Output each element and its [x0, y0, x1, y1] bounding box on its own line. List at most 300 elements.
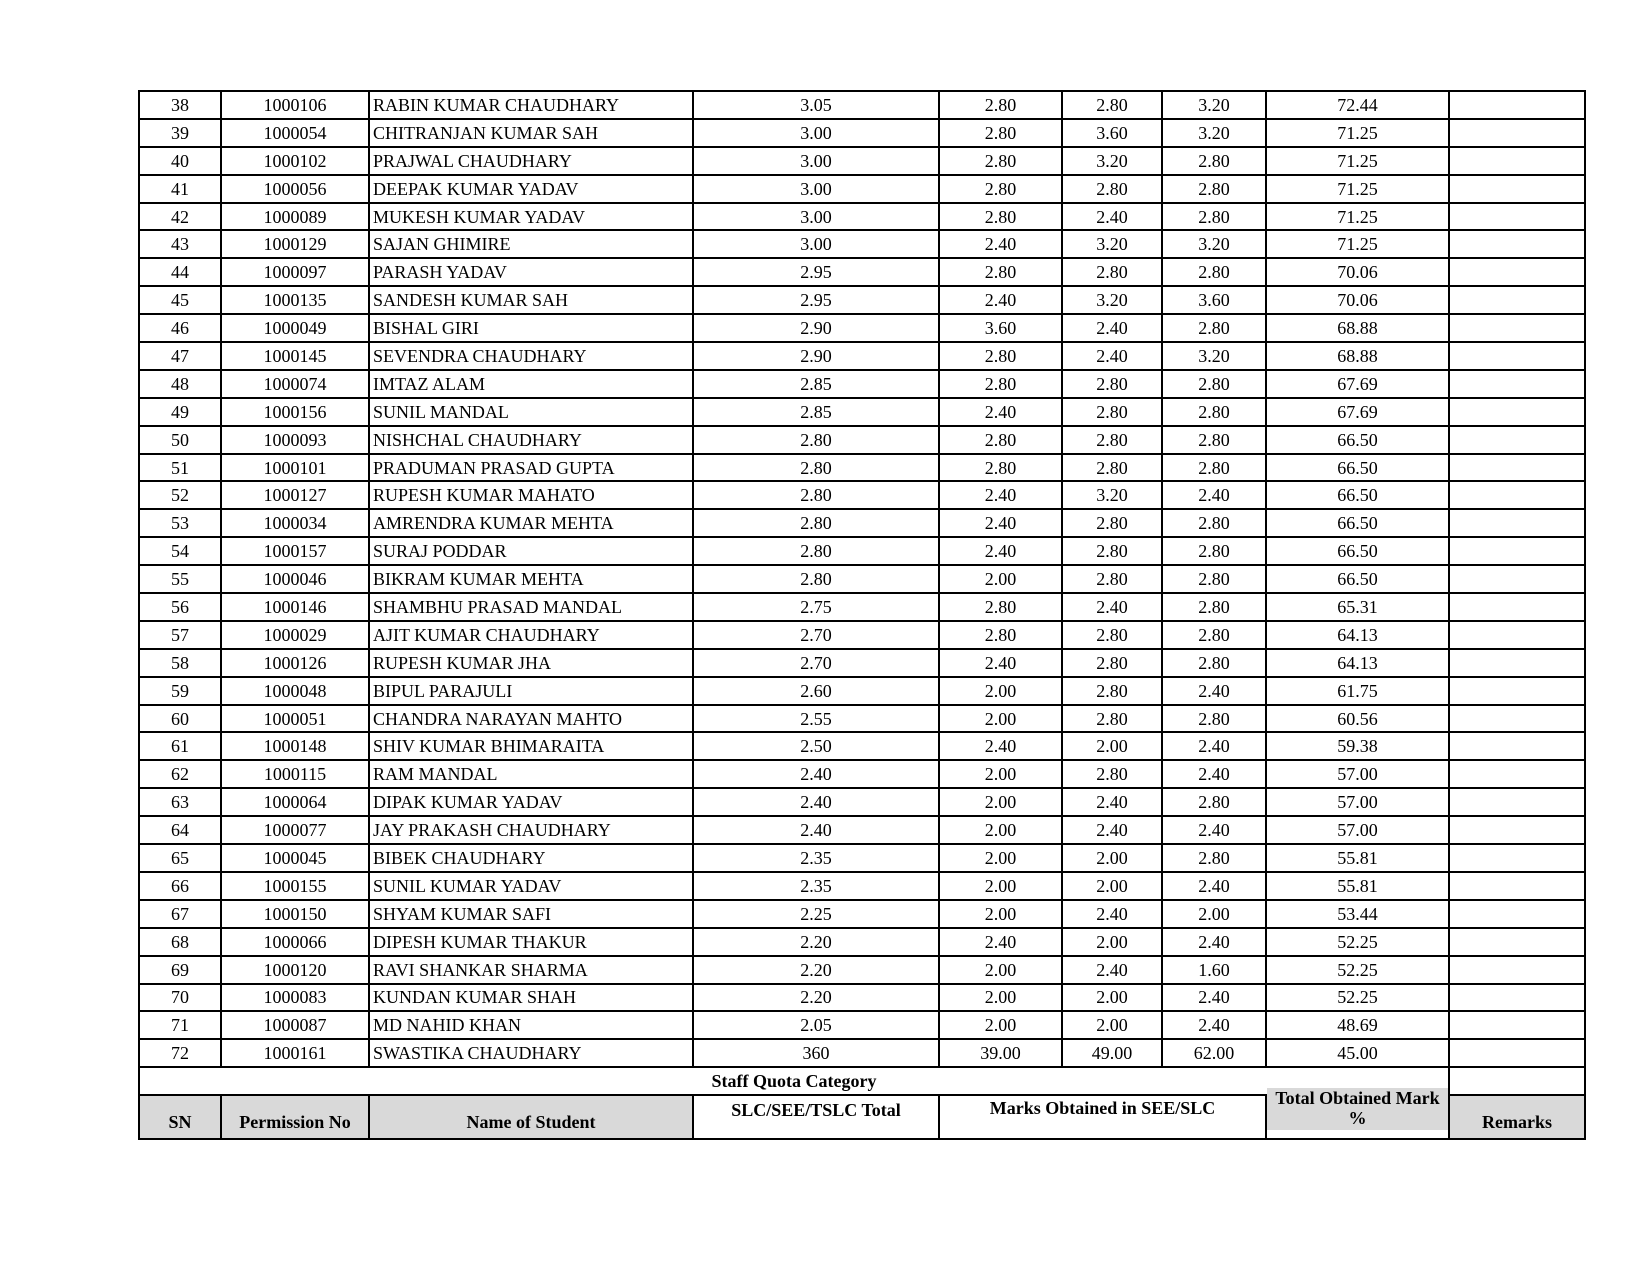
cell-mark-2: 2.80: [1062, 760, 1162, 788]
cell-name: PARASH YADAV: [369, 258, 693, 286]
cell-permission-no: 1000145: [221, 342, 369, 370]
table-row: [139, 426, 1585, 454]
cell-mark-2: 2.80: [1062, 258, 1162, 286]
cell-permission-no: 1000087: [221, 1011, 369, 1039]
cell-remarks: [1449, 705, 1585, 733]
cell-name: RUPESH KUMAR MAHATO: [369, 481, 693, 509]
cell-total-percent: 66.50: [1266, 537, 1449, 565]
cell-mark-1: 2.00: [939, 900, 1062, 928]
cell-sn: 66: [139, 872, 221, 900]
cell-remarks: [1449, 119, 1585, 147]
cell-mark-3: 2.80: [1162, 370, 1266, 398]
cell-remarks: [1449, 900, 1585, 928]
cell-name: SHIV KUMAR BHIMARAITA: [369, 732, 693, 760]
cell-permission-no: 1000155: [221, 872, 369, 900]
cell-remarks: [1449, 203, 1585, 231]
cell-remarks: [1449, 816, 1585, 844]
cell-name: CHITRANJAN KUMAR SAH: [369, 119, 693, 147]
cell-mark-3: 2.80: [1162, 649, 1266, 677]
cell-mark-1: 3.60: [939, 314, 1062, 342]
cell-mark-3: 3.20: [1162, 119, 1266, 147]
cell-total-percent: 71.25: [1266, 147, 1449, 175]
cell-mark-2: 2.00: [1062, 844, 1162, 872]
cell-permission-no: 1000048: [221, 677, 369, 705]
cell-sn: 58: [139, 649, 221, 677]
cell-mark-1: 2.40: [939, 286, 1062, 314]
cell-total-percent: 57.00: [1266, 760, 1449, 788]
cell-slc-total: 3.00: [693, 230, 939, 258]
cell-name: RUPESH KUMAR JHA: [369, 649, 693, 677]
cell-mark-3: 3.20: [1162, 91, 1266, 119]
cell-permission-no: 1000148: [221, 732, 369, 760]
cell-sn: 47: [139, 342, 221, 370]
table-row: [139, 119, 1585, 147]
cell-slc-total: 2.20: [693, 956, 939, 984]
cell-mark-1: 2.80: [939, 621, 1062, 649]
table-row: [139, 314, 1585, 342]
cell-mark-3: 2.80: [1162, 509, 1266, 537]
cell-remarks: [1449, 314, 1585, 342]
cell-remarks: [1449, 760, 1585, 788]
cell-remarks: [1449, 509, 1585, 537]
cell-name: SAJAN GHIMIRE: [369, 230, 693, 258]
cell-total-percent: 70.06: [1266, 286, 1449, 314]
cell-mark-1: 2.00: [939, 956, 1062, 984]
cell-sn: 54: [139, 537, 221, 565]
cell-remarks: [1449, 593, 1585, 621]
cell-total-percent: 65.31: [1266, 593, 1449, 621]
table-row: [139, 258, 1585, 286]
cell-mark-2: 2.40: [1062, 900, 1162, 928]
table-row: [139, 872, 1585, 900]
table-row: [139, 760, 1585, 788]
cell-mark-1: 2.00: [939, 565, 1062, 593]
cell-mark-1: 2.00: [939, 1011, 1062, 1039]
cell-mark-1: 2.40: [939, 509, 1062, 537]
cell-permission-no: 1000093: [221, 426, 369, 454]
cell-remarks: [1449, 788, 1585, 816]
cell-permission-no: 1000029: [221, 621, 369, 649]
header-slc-total: SLC/SEE/TSLC Total: [693, 1095, 939, 1139]
cell-permission-no: 1000074: [221, 370, 369, 398]
cell-name: SWASTIKA CHAUDHARY: [369, 1039, 693, 1067]
cell-mark-1: 2.00: [939, 760, 1062, 788]
cell-name: BIPUL PARAJULI: [369, 677, 693, 705]
cell-slc-total: 2.20: [693, 928, 939, 956]
cell-sn: 38: [139, 91, 221, 119]
cell-permission-no: 1000097: [221, 258, 369, 286]
cell-total-percent: 67.69: [1266, 398, 1449, 426]
table-row: [139, 677, 1585, 705]
cell-slc-total: 2.80: [693, 426, 939, 454]
cell-mark-2: 3.20: [1062, 286, 1162, 314]
cell-mark-1: 2.40: [939, 732, 1062, 760]
cell-slc-total: 2.40: [693, 816, 939, 844]
cell-mark-3: 2.80: [1162, 258, 1266, 286]
section-row-blank: [1449, 1067, 1585, 1095]
cell-permission-no: 1000056: [221, 175, 369, 203]
cell-remarks: [1449, 844, 1585, 872]
cell-total-percent: 68.88: [1266, 342, 1449, 370]
cell-mark-3: 2.80: [1162, 147, 1266, 175]
cell-remarks: [1449, 928, 1585, 956]
table-row: [139, 900, 1585, 928]
cell-mark-1: 2.00: [939, 788, 1062, 816]
cell-slc-total: 2.90: [693, 314, 939, 342]
cell-name: NISHCHAL CHAUDHARY: [369, 426, 693, 454]
cell-sn: 43: [139, 230, 221, 258]
cell-mark-2: 2.00: [1062, 1011, 1162, 1039]
cell-permission-no: 1000106: [221, 91, 369, 119]
cell-sn: 42: [139, 203, 221, 231]
cell-slc-total: 3.00: [693, 203, 939, 231]
cell-permission-no: 1000077: [221, 816, 369, 844]
cell-name: JAY PRAKASH CHAUDHARY: [369, 816, 693, 844]
cell-total-percent: 66.50: [1266, 481, 1449, 509]
cell-permission-no: 1000146: [221, 593, 369, 621]
cell-mark-3: 2.40: [1162, 872, 1266, 900]
table-row: [139, 230, 1585, 258]
cell-remarks: [1449, 342, 1585, 370]
cell-mark-3: 2.80: [1162, 426, 1266, 454]
cell-mark-1: 2.80: [939, 91, 1062, 119]
cell-permission-no: 1000054: [221, 119, 369, 147]
cell-total-percent: 53.44: [1266, 900, 1449, 928]
cell-slc-total: 2.35: [693, 844, 939, 872]
cell-slc-total: 2.80: [693, 481, 939, 509]
cell-slc-total: 2.95: [693, 258, 939, 286]
cell-mark-2: 2.40: [1062, 956, 1162, 984]
cell-remarks: [1449, 872, 1585, 900]
cell-name: SUNIL KUMAR YADAV: [369, 872, 693, 900]
cell-sn: 61: [139, 732, 221, 760]
cell-slc-total: 2.20: [693, 984, 939, 1012]
cell-mark-3: 2.40: [1162, 816, 1266, 844]
cell-mark-3: 2.80: [1162, 788, 1266, 816]
cell-name: BIKRAM KUMAR MEHTA: [369, 565, 693, 593]
cell-mark-1: 2.40: [939, 481, 1062, 509]
cell-mark-2: 2.00: [1062, 872, 1162, 900]
cell-total-percent: 59.38: [1266, 732, 1449, 760]
cell-mark-1: 2.80: [939, 342, 1062, 370]
cell-mark-1: 2.00: [939, 984, 1062, 1012]
cell-mark-2: 2.00: [1062, 928, 1162, 956]
header-total-percent: Total Obtained Mark %: [1266, 1087, 1449, 1131]
table-row: [139, 565, 1585, 593]
cell-remarks: [1449, 565, 1585, 593]
cell-mark-1: 2.80: [939, 258, 1062, 286]
cell-name: AJIT KUMAR CHAUDHARY: [369, 621, 693, 649]
table-row: [139, 1011, 1585, 1039]
cell-mark-3: 2.40: [1162, 732, 1266, 760]
table-row: [139, 844, 1585, 872]
cell-permission-no: 1000066: [221, 928, 369, 956]
cell-slc-total: 2.80: [693, 565, 939, 593]
cell-total-percent: 60.56: [1266, 705, 1449, 733]
cell-slc-total: 2.75: [693, 593, 939, 621]
page-margin: [0, 1152, 1650, 1275]
cell-name: MD NAHID KHAN: [369, 1011, 693, 1039]
cell-name: BISHAL GIRI: [369, 314, 693, 342]
table-row: [139, 649, 1585, 677]
table-row: [139, 286, 1585, 314]
cell-sn: 69: [139, 956, 221, 984]
table-row: [139, 91, 1585, 119]
cell-sn: 72: [139, 1039, 221, 1067]
cell-permission-no: 1000064: [221, 788, 369, 816]
cell-total-percent: 71.25: [1266, 230, 1449, 258]
cell-mark-1: 2.40: [939, 928, 1062, 956]
cell-slc-total: 2.85: [693, 398, 939, 426]
cell-mark-2: 3.20: [1062, 147, 1162, 175]
cell-mark-2: 2.80: [1062, 426, 1162, 454]
cell-mark-2: 2.00: [1062, 732, 1162, 760]
cell-sn: 65: [139, 844, 221, 872]
cell-permission-no: 1000049: [221, 314, 369, 342]
cell-remarks: [1449, 230, 1585, 258]
cell-total-percent: 71.25: [1266, 203, 1449, 231]
cell-mark-3: 2.80: [1162, 203, 1266, 231]
cell-name: RAVI SHANKAR SHARMA: [369, 956, 693, 984]
table-row: [139, 593, 1585, 621]
cell-remarks: [1449, 984, 1585, 1012]
cell-sn: 57: [139, 621, 221, 649]
cell-mark-3: 3.60: [1162, 286, 1266, 314]
cell-mark-1: 2.80: [939, 593, 1062, 621]
cell-total-percent: 72.44: [1266, 91, 1449, 119]
cell-slc-total: 3.00: [693, 147, 939, 175]
cell-name: PRAJWAL CHAUDHARY: [369, 147, 693, 175]
cell-total-percent: 55.81: [1266, 872, 1449, 900]
table-row: [139, 1039, 1585, 1067]
cell-total-percent: 52.25: [1266, 956, 1449, 984]
cell-mark-3: 2.80: [1162, 705, 1266, 733]
cell-slc-total: 2.95: [693, 286, 939, 314]
table-body: [139, 91, 1585, 1067]
cell-sn: 48: [139, 370, 221, 398]
cell-slc-total: 2.80: [693, 537, 939, 565]
cell-total-percent: 66.50: [1266, 509, 1449, 537]
cell-slc-total: 3.00: [693, 119, 939, 147]
cell-mark-1: 39.00: [939, 1039, 1062, 1067]
cell-mark-3: 3.20: [1162, 230, 1266, 258]
cell-permission-no: 1000127: [221, 481, 369, 509]
table-row: [139, 175, 1585, 203]
cell-sn: 39: [139, 119, 221, 147]
table-row: [139, 732, 1585, 760]
cell-slc-total: 2.60: [693, 677, 939, 705]
cell-sn: 70: [139, 984, 221, 1012]
cell-sn: 64: [139, 816, 221, 844]
cell-mark-1: 2.00: [939, 677, 1062, 705]
cell-total-percent: 57.00: [1266, 788, 1449, 816]
cell-mark-2: 2.80: [1062, 91, 1162, 119]
table-row: [139, 816, 1585, 844]
cell-slc-total: 2.80: [693, 454, 939, 482]
cell-mark-3: 2.40: [1162, 984, 1266, 1012]
header-marks-obtained: Marks Obtained in SEE/SLC: [939, 1095, 1266, 1139]
cell-mark-2: 2.80: [1062, 454, 1162, 482]
results-sheet: [138, 90, 1584, 1140]
cell-sn: 49: [139, 398, 221, 426]
cell-remarks: [1449, 426, 1585, 454]
cell-permission-no: 1000115: [221, 760, 369, 788]
table-row: [139, 370, 1585, 398]
header-name: Name of Student: [369, 1095, 693, 1139]
cell-remarks: [1449, 1011, 1585, 1039]
cell-mark-2: 2.40: [1062, 788, 1162, 816]
cell-name: SHYAM KUMAR SAFI: [369, 900, 693, 928]
cell-total-percent: 66.50: [1266, 454, 1449, 482]
cell-remarks: [1449, 481, 1585, 509]
cell-permission-no: 1000051: [221, 705, 369, 733]
cell-total-percent: 57.00: [1266, 816, 1449, 844]
cell-slc-total: 2.05: [693, 1011, 939, 1039]
cell-total-percent: 64.13: [1266, 649, 1449, 677]
cell-slc-total: 360: [693, 1039, 939, 1067]
cell-sn: 68: [139, 928, 221, 956]
cell-mark-1: 2.40: [939, 649, 1062, 677]
cell-mark-3: 2.80: [1162, 621, 1266, 649]
cell-sn: 51: [139, 454, 221, 482]
cell-permission-no: 1000161: [221, 1039, 369, 1067]
cell-name: DIPAK KUMAR YADAV: [369, 788, 693, 816]
header-sn: SN: [139, 1095, 221, 1139]
cell-slc-total: 2.70: [693, 649, 939, 677]
cell-mark-2: 3.60: [1062, 119, 1162, 147]
cell-total-percent: 64.13: [1266, 621, 1449, 649]
cell-permission-no: 1000101: [221, 454, 369, 482]
cell-slc-total: 2.25: [693, 900, 939, 928]
cell-mark-2: 2.40: [1062, 816, 1162, 844]
cell-mark-3: 1.60: [1162, 956, 1266, 984]
cell-slc-total: 3.00: [693, 175, 939, 203]
cell-total-percent: 71.25: [1266, 175, 1449, 203]
cell-mark-2: 3.20: [1062, 481, 1162, 509]
cell-total-percent: 48.69: [1266, 1011, 1449, 1039]
table-row: [139, 705, 1585, 733]
table-row: [139, 788, 1585, 816]
cell-mark-2: 2.80: [1062, 175, 1162, 203]
cell-remarks: [1449, 91, 1585, 119]
cell-permission-no: 1000120: [221, 956, 369, 984]
cell-mark-1: 2.80: [939, 370, 1062, 398]
cell-name: SEVENDRA CHAUDHARY: [369, 342, 693, 370]
cell-name: SANDESH KUMAR SAH: [369, 286, 693, 314]
table-row: [139, 342, 1585, 370]
cell-total-percent: 71.25: [1266, 119, 1449, 147]
cell-mark-1: 2.00: [939, 872, 1062, 900]
cell-total-percent: 68.88: [1266, 314, 1449, 342]
cell-mark-2: 2.80: [1062, 537, 1162, 565]
cell-sn: 62: [139, 760, 221, 788]
cell-name: SURAJ PODDAR: [369, 537, 693, 565]
table-row: [139, 398, 1585, 426]
cell-mark-2: 49.00: [1062, 1039, 1162, 1067]
cell-slc-total: 2.55: [693, 705, 939, 733]
cell-mark-3: 2.80: [1162, 454, 1266, 482]
cell-name: PRADUMAN PRASAD GUPTA: [369, 454, 693, 482]
cell-mark-3: 2.80: [1162, 844, 1266, 872]
cell-mark-2: 2.40: [1062, 314, 1162, 342]
cell-mark-3: 2.00: [1162, 900, 1266, 928]
cell-sn: 41: [139, 175, 221, 203]
cell-total-percent: 70.06: [1266, 258, 1449, 286]
cell-slc-total: 3.05: [693, 91, 939, 119]
cell-mark-3: 3.20: [1162, 342, 1266, 370]
header-row: [139, 1095, 1585, 1139]
cell-name: DEEPAK KUMAR YADAV: [369, 175, 693, 203]
cell-mark-2: 2.80: [1062, 677, 1162, 705]
cell-permission-no: 1000150: [221, 900, 369, 928]
section-title: Staff Quota Category: [139, 1067, 1449, 1095]
cell-permission-no: 1000046: [221, 565, 369, 593]
cell-sn: 53: [139, 509, 221, 537]
cell-mark-1: 2.80: [939, 203, 1062, 231]
cell-remarks: [1449, 175, 1585, 203]
cell-remarks: [1449, 258, 1585, 286]
cell-permission-no: 1000034: [221, 509, 369, 537]
cell-mark-2: 2.80: [1062, 649, 1162, 677]
cell-permission-no: 1000089: [221, 203, 369, 231]
cell-mark-1: 2.40: [939, 230, 1062, 258]
cell-name: RAM MANDAL: [369, 760, 693, 788]
cell-mark-1: 2.00: [939, 816, 1062, 844]
cell-mark-2: 2.80: [1062, 705, 1162, 733]
cell-permission-no: 1000157: [221, 537, 369, 565]
cell-slc-total: 2.40: [693, 788, 939, 816]
cell-slc-total: 2.35: [693, 872, 939, 900]
cell-total-percent: 52.25: [1266, 928, 1449, 956]
cell-mark-2: 2.80: [1062, 509, 1162, 537]
cell-sn: 67: [139, 900, 221, 928]
cell-remarks: [1449, 956, 1585, 984]
cell-remarks: [1449, 454, 1585, 482]
cell-name: DIPESH KUMAR THAKUR: [369, 928, 693, 956]
cell-mark-1: 2.80: [939, 119, 1062, 147]
cell-mark-3: 2.40: [1162, 928, 1266, 956]
cell-remarks: [1449, 1039, 1585, 1067]
header-remarks: Remarks: [1449, 1095, 1585, 1139]
table-row: [139, 956, 1585, 984]
table-row: [139, 621, 1585, 649]
cell-mark-2: 2.80: [1062, 621, 1162, 649]
table-row: [139, 984, 1585, 1012]
cell-mark-3: 2.40: [1162, 677, 1266, 705]
cell-name: CHANDRA NARAYAN MAHTO: [369, 705, 693, 733]
cell-sn: 63: [139, 788, 221, 816]
cell-sn: 71: [139, 1011, 221, 1039]
cell-mark-2: 2.80: [1062, 398, 1162, 426]
cell-permission-no: 1000083: [221, 984, 369, 1012]
table-row: [139, 928, 1585, 956]
cell-mark-1: 2.80: [939, 426, 1062, 454]
cell-slc-total: 2.50: [693, 732, 939, 760]
cell-permission-no: 1000129: [221, 230, 369, 258]
cell-remarks: [1449, 621, 1585, 649]
cell-name: SHAMBHU PRASAD MANDAL: [369, 593, 693, 621]
cell-mark-3: 2.40: [1162, 760, 1266, 788]
cell-remarks: [1449, 398, 1585, 426]
results-table: [138, 90, 1586, 1140]
cell-remarks: [1449, 286, 1585, 314]
cell-mark-2: 2.80: [1062, 565, 1162, 593]
cell-total-percent: 66.50: [1266, 565, 1449, 593]
cell-sn: 56: [139, 593, 221, 621]
cell-mark-1: 2.00: [939, 844, 1062, 872]
staff-quota-section: [139, 1067, 1585, 1139]
cell-permission-no: 1000045: [221, 844, 369, 872]
